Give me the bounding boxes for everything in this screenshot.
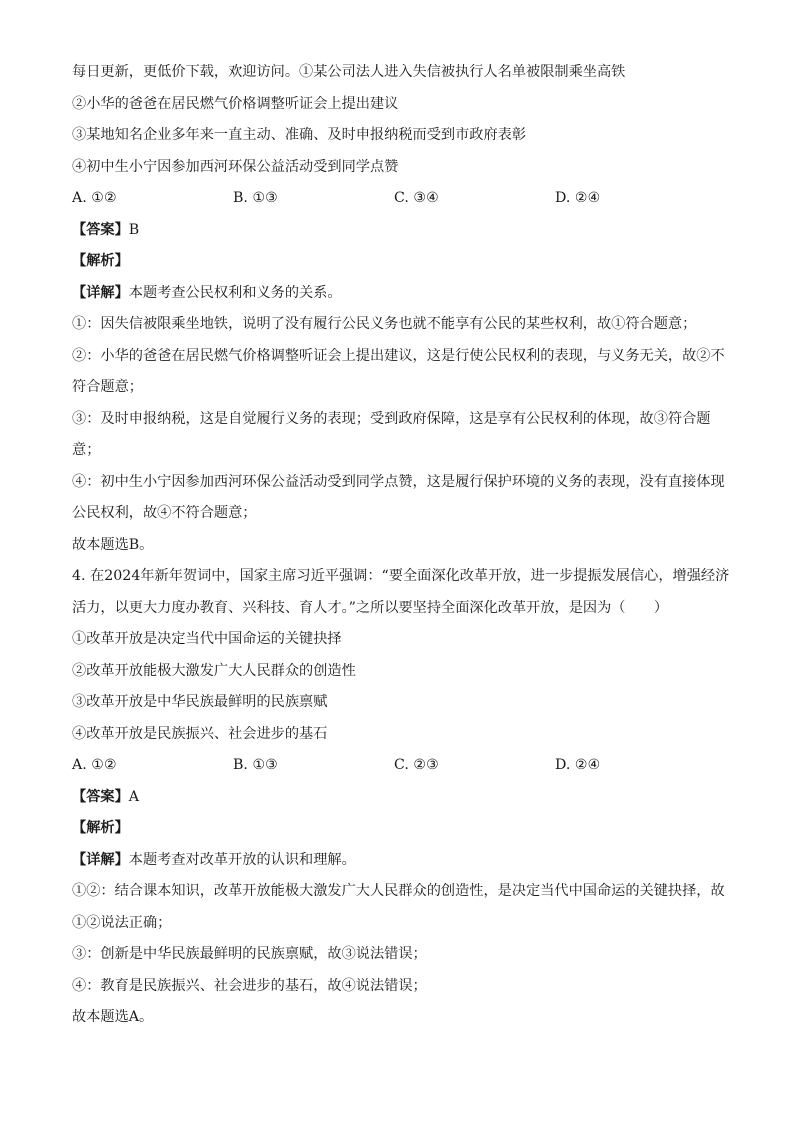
- q4-detail-1a: ①②：结合课本知识，改革开放能极大激发广大人民群众的创造性，是决定当代中国命运的关键抉择，故: [72, 883, 725, 899]
- q3-option-c: C. ③④: [394, 190, 439, 206]
- q4-statement-3: ③改革开放是中华民族最鲜明的民族禀赋: [72, 694, 328, 710]
- q3-statement-4: ④初中生小宁因参加西河环保公益活动受到同学点赞: [72, 158, 399, 175]
- document-page: [72, 62, 732, 1039]
- analysis-tag: 【解析】: [72, 820, 129, 836]
- q3-option-a: A. ①②: [72, 190, 117, 206]
- answer-value: A: [128, 788, 140, 805]
- q4-answer: [72, 787, 732, 807]
- q4-statement-2: ②改革开放能极大激发广大人民群众的创造性: [72, 662, 356, 679]
- q4-detail-2: ③：创新是中华民族最鲜明的民族禀赋，故③说法错误；: [72, 946, 427, 962]
- q4-option-d: D. ②④: [555, 757, 601, 773]
- q4-detail-1b: ①②说法正确；: [72, 914, 172, 931]
- q3-detail-2a: ②：小华的爸爸在居民燃气价格调整听证会上提出建议，这是行使公民权利的表现，与义务无关，故②不: [72, 347, 725, 364]
- q3-detail-4a: ④：初中生小宁因参加西河环保公益活动受到同学点赞，这是履行保护环境的义务的表现，没有直接体现: [72, 473, 725, 490]
- q3-detail-2b: 符合题意；: [72, 379, 143, 395]
- q3-statement-3: ③某地知名企业多年来一直主动、准确、及时申报纳税而受到市政府表彰: [72, 127, 527, 143]
- q3-stem-tail: 每日更新，更低价下载，欢迎访问。①某公司法人进入失信被执行人名单被限制乘坐高铁: [72, 64, 626, 80]
- q4-option-a: A. ①②: [72, 757, 117, 773]
- detail-tag: 【详解】: [72, 284, 129, 301]
- answer-tag: 【答案】: [72, 221, 129, 238]
- q3-answer: [72, 220, 732, 240]
- q3-conclusion: 故本题选B。: [72, 536, 154, 553]
- q3-detail-intro: [72, 283, 732, 303]
- q4-statement-4: ④改革开放是民族振兴、社会进步的基石: [72, 725, 328, 742]
- q3-options: [72, 188, 732, 208]
- q3-detail-3b: 意；: [72, 442, 101, 458]
- answer-value: B: [128, 221, 140, 238]
- q4-option-b: B. ①③: [233, 757, 278, 773]
- detail-intro-text: 本题考查对改革开放的认识和理解。: [128, 851, 356, 868]
- answer-tag: 【答案】: [72, 788, 129, 805]
- q4-stem-line-1: 4. 在2024年新年贺词中，国家主席习近平强调：“要全面深化改革开放，进一步提振发展信心，增强经济: [72, 568, 730, 584]
- q4-option-c: C. ②③: [394, 757, 439, 773]
- q3-analysis-heading: [72, 251, 732, 271]
- q4-detail-intro: [72, 850, 732, 870]
- analysis-tag: 【解析】: [72, 253, 129, 269]
- q4-conclusion: 故本题选A。: [72, 1009, 154, 1025]
- q4-detail-3: ④：教育是民族振兴、社会进步的基石，故④说法错误；: [72, 977, 427, 994]
- q3-detail-1: ①：因失信被限乘坐地铁，说明了没有履行公民义务也就不能享有公民的某些权利，故①符合题意；: [72, 316, 697, 332]
- q4-statement-1: ①改革开放是决定当代中国命运的关键抉择: [72, 631, 342, 647]
- q3-option-d: D. ②④: [555, 190, 601, 206]
- q3-option-b: B. ①③: [233, 190, 278, 206]
- q4-analysis-heading: [72, 818, 732, 838]
- detail-tag: 【详解】: [72, 851, 129, 868]
- q3-detail-4b: 公民权利，故④不符合题意；: [72, 505, 257, 521]
- q3-detail-3a: ③：及时申报纳税，这是自觉履行义务的表现；受到政府保障，这是享有公民权利的体现，故③符合题: [72, 410, 711, 427]
- q3-statement-2: ②小华的爸爸在居民燃气价格调整听证会上提出建议: [72, 95, 399, 112]
- q4-stem-line-2: 活力，以更大力度办教育、兴科技、育人才。”之所以要坚持全面深化改革开放，是因为（ ）: [72, 599, 669, 616]
- detail-intro-text: 本题考查公民权利和义务的关系。: [128, 284, 342, 301]
- q4-options: [72, 755, 732, 775]
